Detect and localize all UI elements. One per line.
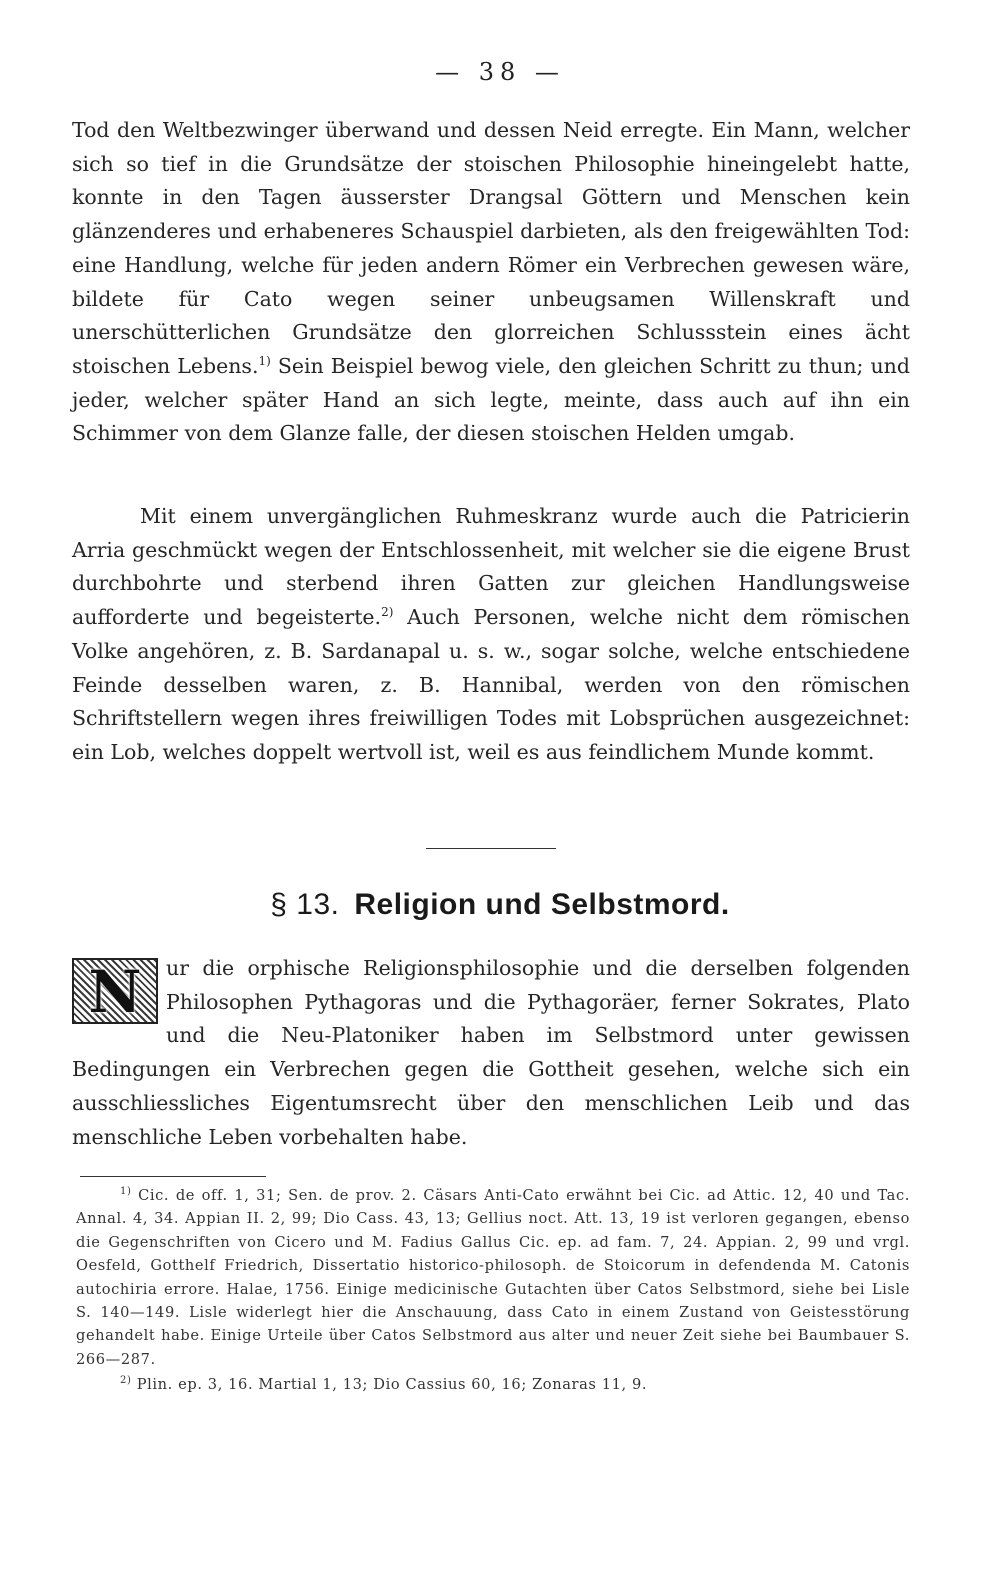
footnote-1-text: Cic. de off. 1, 31; Sen. de prov. 2. Cäsars Anti-Cato erwähnt bei Cic. ad Attic. 12, 40 und Tac. Annal. 4, 34. Appian II. 2, 99; Dio Cass. 43, 13; Gellius noct. Att. 13, 19 ist verloren gegangen, ebenso die Gegenschriften von Cicero und M. Fadius Gallus Cic. ep. ad fam. 7, 24. Appian. 2, 99 und vrgl. Oesfeld, Gotthelf Friedrich, Dissertatio historico-philosoph. de Stoicorum in defendenda M. Catonis autochiria errore. Halae, 1756. Einige medicinische Gutachten über Catos Selbstmord, siehe bei Lisle S. 140—149. Lisle widerlegt hier die Anschauung, dass Cato in einem Zustand von Geistesstörung gehandelt habe. Einige Urteile über Catos Selbstmord aus alter und neuer Zeit siehe bei Baumbauer S. 266—287. bbox=[76, 1187, 910, 1368]
decorative-initial bbox=[72, 958, 158, 1024]
page-number: — 38 — bbox=[435, 58, 565, 86]
footnote-1-marker: 1) bbox=[120, 1186, 132, 1198]
footnote-2-marker: 2) bbox=[120, 1375, 132, 1387]
section-heading bbox=[0, 888, 1000, 922]
section-sign: § 13. bbox=[270, 888, 340, 921]
paragraph-cato bbox=[72, 114, 910, 451]
footnote-2 bbox=[76, 1373, 910, 1396]
paragraph-arria bbox=[72, 500, 910, 770]
paragraph-arria-text: Mit einem unvergänglichen Ruhmeskranz wurde auch die Patricierin Arria geschmückt wegen der Entschlossenheit, mit welcher sie die eigene Brust durchbohrte und sterbend ihren Gatten zur gleichen Handlungsweise aufforderte und begeisterte. bbox=[72, 504, 910, 630]
section-divider bbox=[426, 848, 556, 849]
decorative-initial-letter: N bbox=[88, 958, 142, 1026]
footnote-ref-2: 2) bbox=[381, 605, 394, 620]
paragraph-cato-text: Tod den Weltbezwinger überwand und dessen Neid erregte. Ein Mann, welcher sich so tief in die Grundsätze der stoischen Philosophie hineingelebt hatte, konnte in den Tagen äusserster Drangsal Göttern und Menschen kein glänzenderes und erhabeneres Schauspiel darbieten, als den freigewählten Tod: eine Handlung, welche für jeden andern Römer ein Verbrechen gewesen wäre, bildete für Cato wegen seiner unbeugsamen Willenskraft und unerschütterlichen Grundsätze den glorreichen Schlussstein eines ächt stoischen Lebens. bbox=[72, 118, 910, 378]
footnotes bbox=[76, 1184, 910, 1397]
footnote-ref-1: 1) bbox=[258, 354, 271, 369]
section-paragraph-text: ur die orphische Religionsphilosophie und die derselben folgenden Philosophen Pythagoras und die Pythagoräer, ferner Sokrates, Plato und die Neu-Platoniker haben im Selbstmord unter gewissen Bedingungen ein Verbrechen gegen die Gottheit gesehen, welche sich ein ausschliessliches Eigentumsrecht über den menschlichen Leib und das menschliche Leben vorbehalten habe. bbox=[72, 956, 910, 1149]
footnote-1 bbox=[76, 1184, 910, 1371]
footnote-rule bbox=[80, 1176, 266, 1177]
paragraph-arria-tail: Auch Personen, welche nicht dem römischen Volke angehören, z. B. Sardanapal u. s. w., sogar solche, welche entschiedene Feinde desselben waren, z. B. Hannibal, werden von den römischen Schriftstellern wegen ihres freiwilligen Todes mit Lobsprüchen ausgezeichnet: ein Lob, welches doppelt wertvoll ist, weil es aus feindlichem Munde kommt. bbox=[72, 605, 910, 764]
section-title: Religion und Selbstmord. bbox=[354, 888, 730, 921]
footnote-2-text: Plin. ep. 3, 16. Martial 1, 13; Dio Cassius 60, 16; Zonaras 11, 9. bbox=[136, 1376, 648, 1394]
paragraph-cato-tail: Sein Beispiel bewog viele, den gleichen Schritt zu thun; und jeder, welcher später Hand an sich legte, meinte, dass auch auf ihn ein Schimmer von dem Glanze falle, der diesen stoischen Helden umgab. bbox=[72, 353, 911, 446]
section-paragraph bbox=[72, 952, 910, 1154]
